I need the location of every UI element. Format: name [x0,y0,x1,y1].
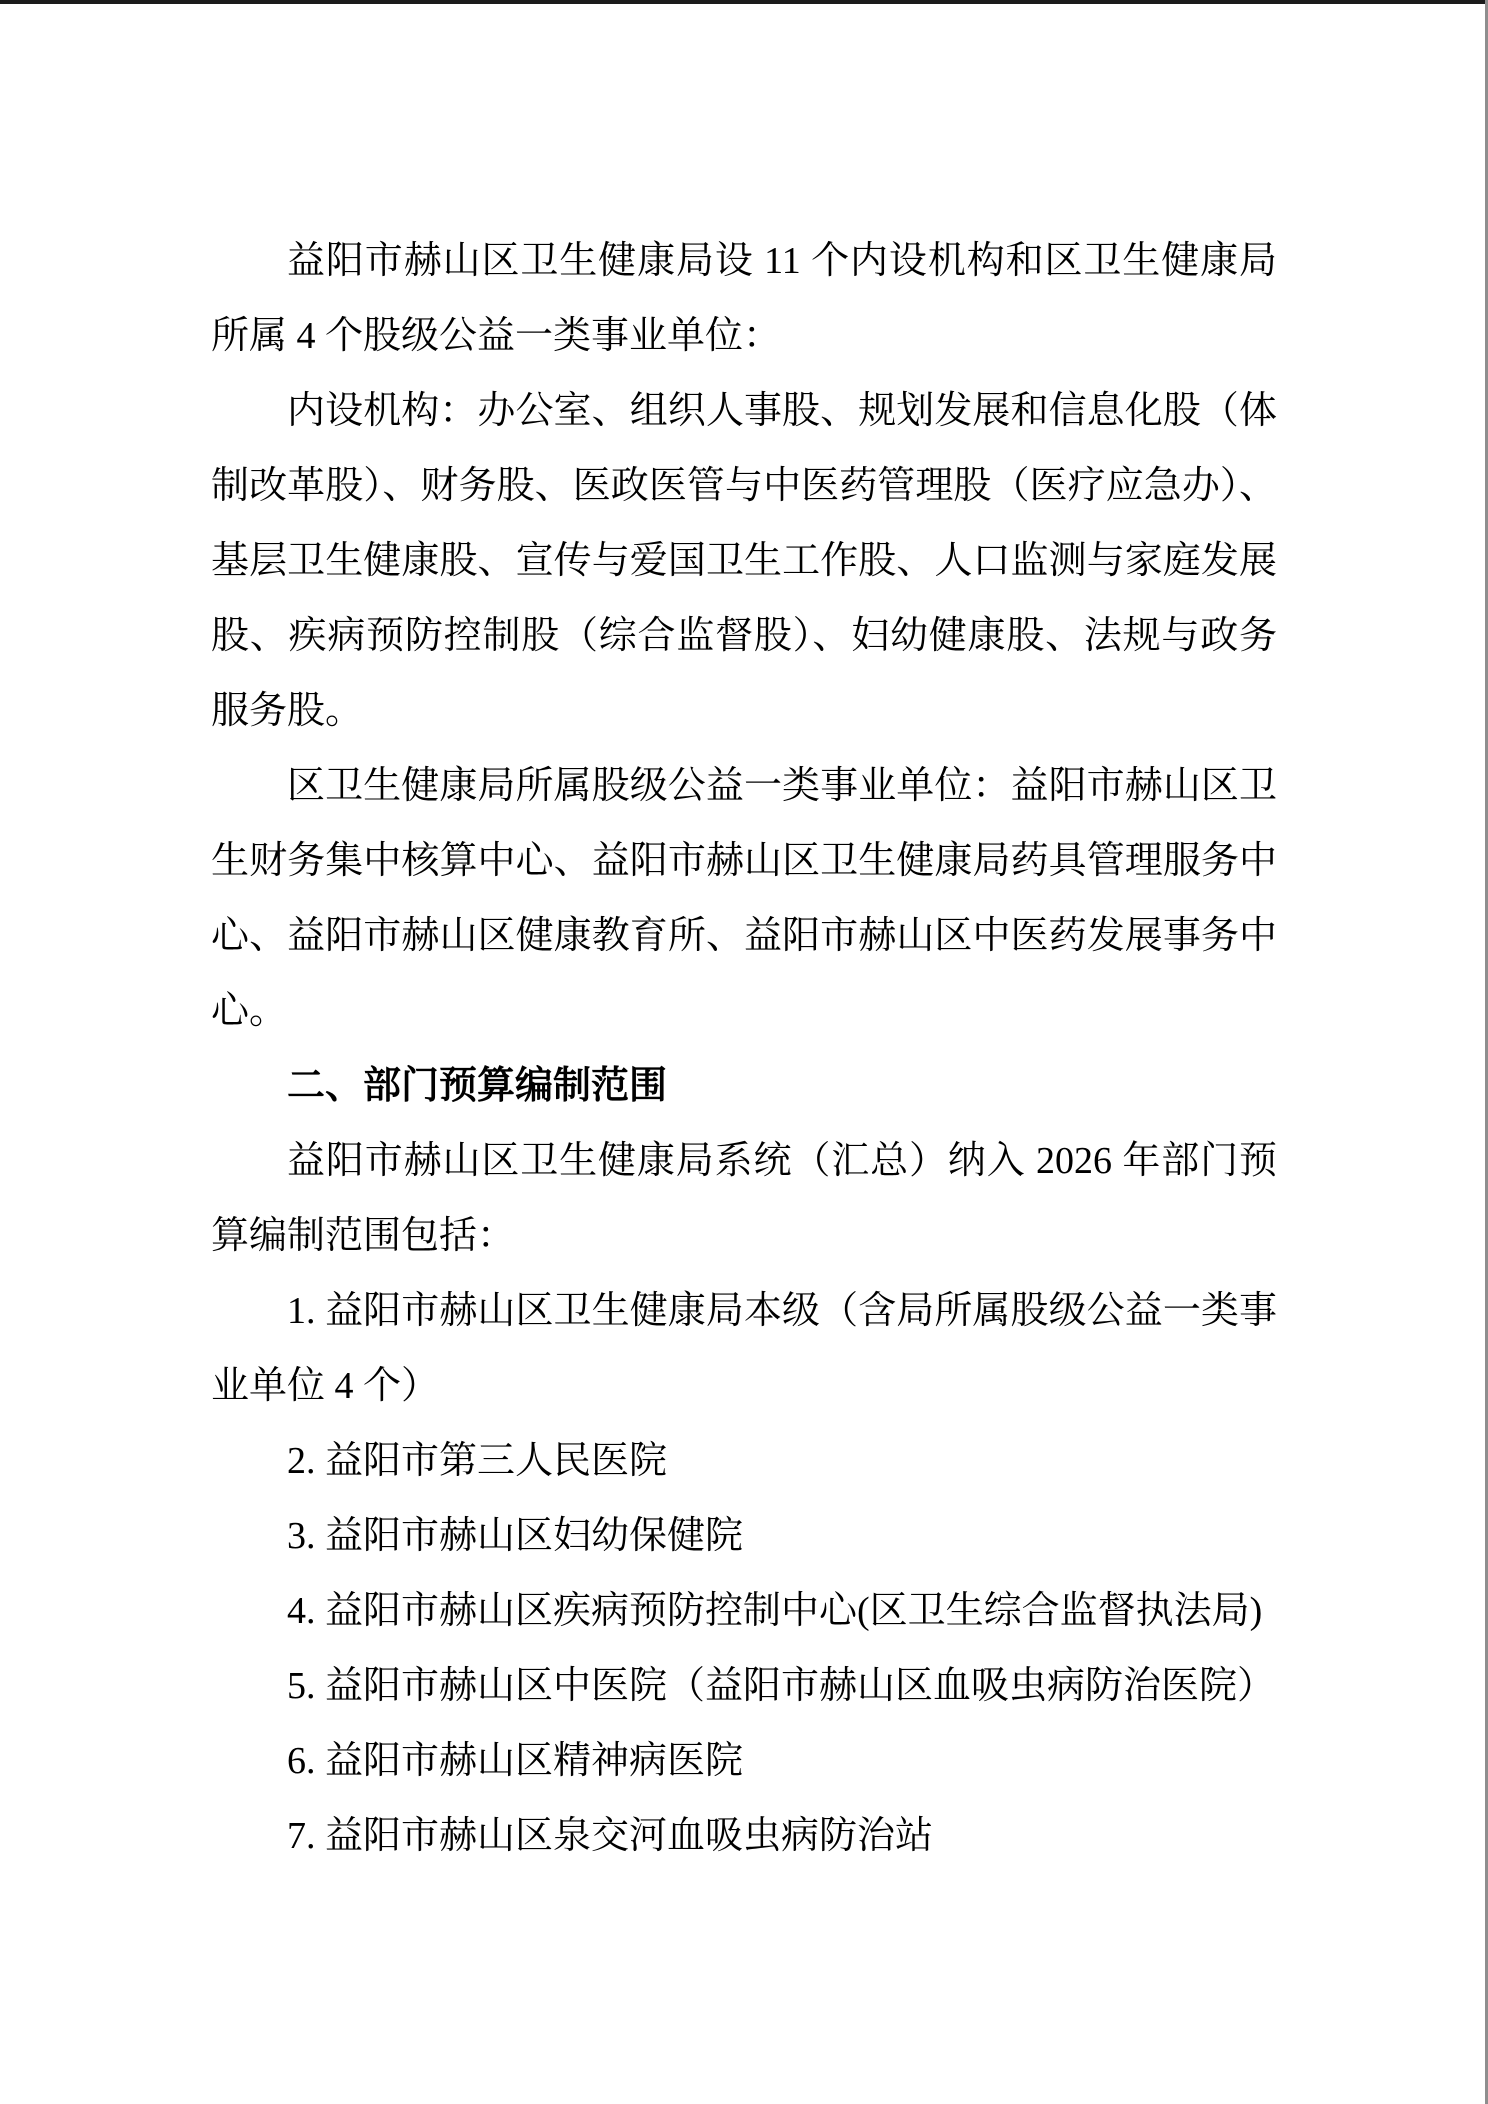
list-item: 6. 益阳市赫山区精神病医院 [287,1740,744,1782]
paragraph: 内设机构：办公室、组织人事股、规划发展和信息化股（体制改革股）、财务股、医政医管与中医药管理股（医疗应急办）、基层卫生健康股、宣传与爱国卫生工作股、人口监测与家庭发展股、疾病预防控制股（综合监督股）、妇幼健康股、法规与政务服务股。 [211,390,1277,732]
document-content [211,224,1277,1874]
list-item: 5. 益阳市赫山区中医院（益阳市赫山区血吸虫病防治医院） [287,1665,1276,1707]
paragraph: 益阳市赫山区卫生健康局设 11 个内设机构和区卫生健康局所属 4 个股级公益一类事业单位： [211,240,1277,357]
list-item: 2. 益阳市第三人民医院 [287,1440,668,1482]
list-item: 4. 益阳市赫山区疾病预防控制中心(区卫生综合监督执法局) [287,1590,1263,1632]
page-top-edge [0,0,1488,4]
paragraph: 区卫生健康局所属股级公益一类事业单位：益阳市赫山区卫生财务集中核算中心、益阳市赫山区卫生健康局药具管理服务中心、益阳市赫山区健康教育所、益阳市赫山区中医药发展事务中心。 [211,765,1277,1032]
section-heading: 二、部门预算编制范围 [287,1065,668,1107]
list-item: 1. 益阳市赫山区卫生健康局本级（含局所属股级公益一类事业单位 4 个） [211,1290,1277,1407]
list-item: 3. 益阳市赫山区妇幼保健院 [287,1515,744,1557]
paragraph: 益阳市赫山区卫生健康局系统（汇总）纳入 2026 年部门预算编制范围包括： [211,1140,1277,1257]
list-item: 7. 益阳市赫山区泉交河血吸虫病防治站 [287,1815,934,1857]
